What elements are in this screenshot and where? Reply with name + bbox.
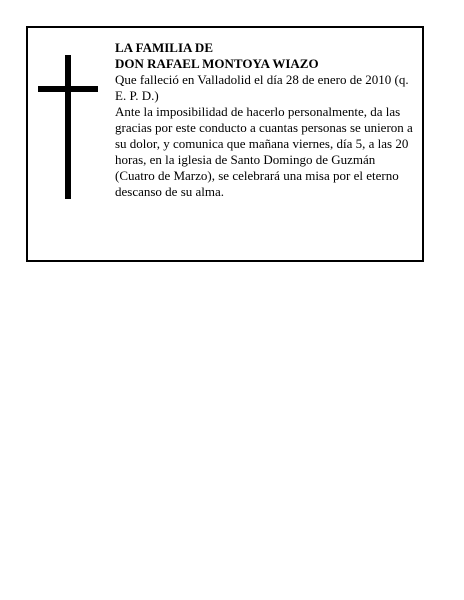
heading-deceased-name: DON RAFAEL MONTOYA WIAZO — [115, 56, 319, 71]
notice-text — [115, 40, 417, 200]
notice-body: Ante la imposibilidad de hacerlo personalmente, da las gracias por este conducto a cuantas personas se unieron a su dolor, y comunica que mañana viernes, día 5, a las 20 horas, en la iglesia de Santo Domingo de Guzmán (Cuatro de Marzo), se celebrará una misa por el eterno descanso de su alma. — [115, 104, 413, 199]
obituary-notice — [26, 26, 424, 262]
latin-cross-icon — [38, 55, 98, 199]
death-info: Que falleció en Valladolid el día 28 de enero de 2010 (q. E. P. D.) — [115, 72, 409, 103]
cross-vertical-bar — [65, 55, 71, 199]
heading-family: LA FAMILIA DE — [115, 40, 213, 55]
cross-horizontal-bar — [38, 86, 98, 92]
